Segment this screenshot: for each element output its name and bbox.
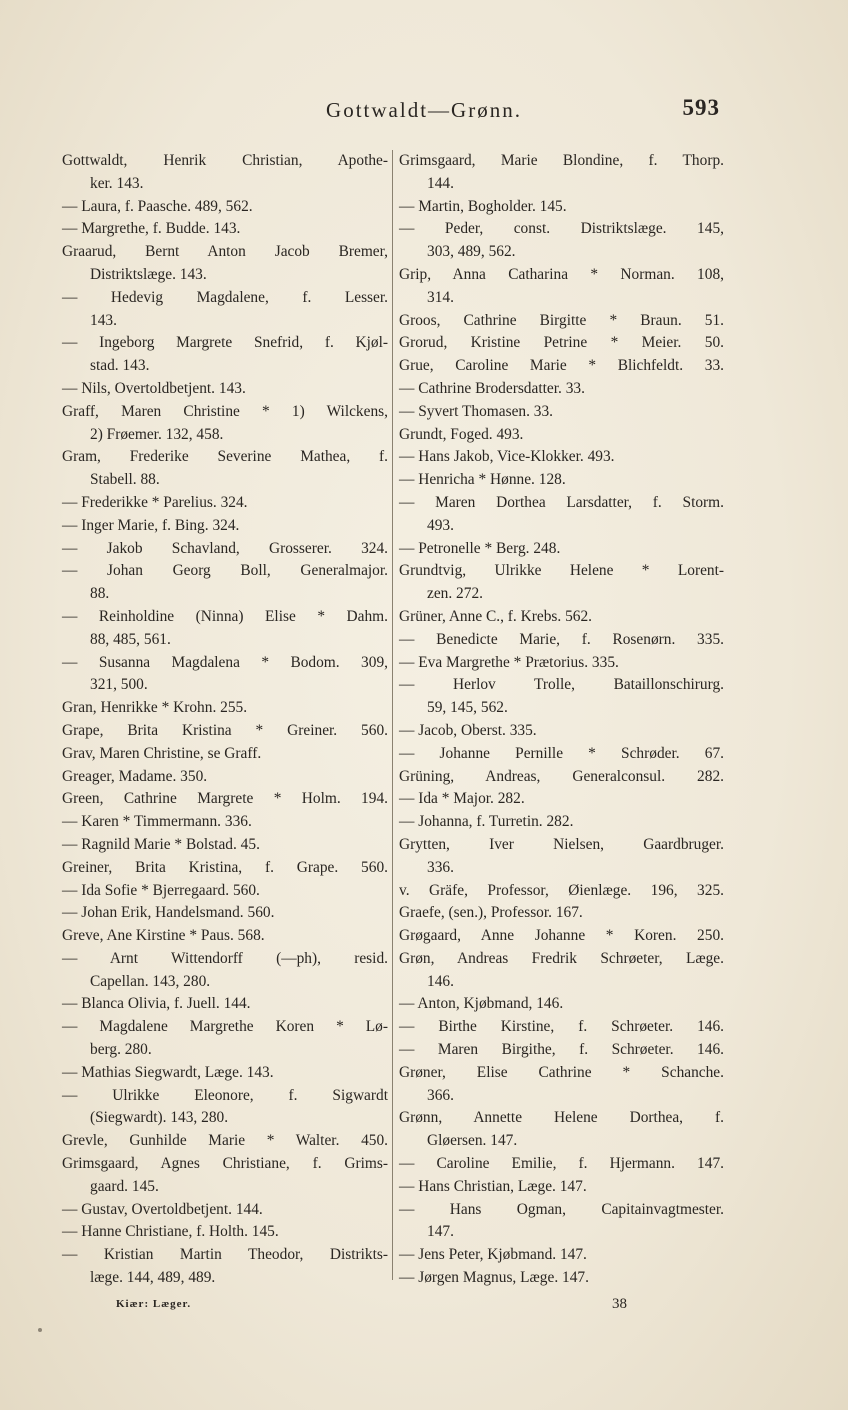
index-entry-line: Grundt, Foged. 493.: [399, 425, 524, 443]
index-entry-line: — Jørgen Magnus, Læge. 147.: [399, 1269, 589, 1287]
index-entry-line: v. Gräfe, Professor, Øienlæge. 196, 325.: [399, 881, 724, 899]
index-entry-line: — Maren Birgithe, f. Schrøeter. 146.: [399, 1041, 724, 1059]
index-entry-line: Capellan. 143, 280.: [90, 972, 211, 990]
index-entry-line: Graefe, (sen.), Professor. 167.: [399, 904, 583, 922]
index-entry-line: — Ingeborg Margrete Snefrid, f. Kjøl-: [62, 334, 388, 352]
footer-signature-number: 38: [612, 1296, 627, 1312]
index-entry-line: — Benedicte Marie, f. Rosenørn. 335.: [399, 630, 724, 648]
index-entry-line: 143.: [90, 311, 117, 329]
running-header: Gottwaldt—Grønn.: [326, 98, 522, 122]
index-entry-line: 303, 489, 562.: [427, 243, 516, 261]
index-entry-line: Gløersen. 147.: [427, 1132, 518, 1150]
index-entry-line: ker. 143.: [90, 174, 144, 192]
index-entry-line: — Hanne Christiane, f. Holth. 145.: [62, 1223, 279, 1241]
index-entry-line: (Siegwardt). 143, 280.: [90, 1109, 229, 1127]
index-entry-line: Grimsgaard, Agnes Christiane, f. Grims-: [62, 1155, 388, 1173]
index-entry-line: — Margrethe, f. Budde. 143.: [62, 220, 241, 238]
index-entry-line: — Anton, Kjøbmand, 146.: [399, 995, 564, 1013]
index-entry-line: — Hans Jakob, Vice-Klokker. 493.: [399, 448, 615, 466]
index-entry-line: — Kristian Martin Theodor, Distrikts-: [62, 1246, 388, 1264]
index-entry-line: Grøgaard, Anne Johanne * Koren. 250.: [399, 927, 724, 945]
index-entry-line: — Hans Christian, Læge. 147.: [399, 1177, 587, 1195]
index-entry-line: — Jacob, Oberst. 335.: [399, 721, 537, 739]
index-entry-line: Grape, Brita Kristina * Greiner. 560.: [62, 721, 388, 739]
index-entry-line: Grav, Maren Christine, se Graff.: [62, 744, 262, 762]
index-entry-line: 336.: [427, 858, 454, 876]
column-divider: [392, 150, 393, 1280]
index-entry-line: Grorud, Kristine Petrine * Meier. 50.: [399, 334, 724, 352]
index-entry-line: — Jakob Schavland, Grosserer. 324.: [62, 539, 388, 557]
page-number: 593: [682, 95, 720, 120]
index-entry-line: — Arnt Wittendorff (—ph), resid.: [62, 949, 388, 967]
index-entry-line: Graarud, Bernt Anton Jacob Bremer,: [62, 243, 388, 261]
index-entry-line: — Magdalene Margrethe Koren * Lø-: [62, 1018, 388, 1036]
paper-spot: [38, 1328, 42, 1332]
index-entry-line: — Johan Erik, Handelsmand. 560.: [62, 904, 275, 922]
index-entry-line: — Hans Ogman, Capitainvagtmester.: [399, 1200, 724, 1218]
index-entry-line: — Ida * Major. 282.: [399, 790, 525, 808]
index-entry-line: 321, 500.: [90, 676, 148, 694]
index-entry-line: 493.: [427, 516, 454, 534]
index-entry-line: Grøn, Andreas Fredrik Schrøeter, Læge.: [399, 949, 724, 967]
index-entry-line: — Cathrine Brodersdatter. 33.: [399, 379, 585, 397]
index-entry-line: — Syvert Thomasen. 33.: [399, 402, 554, 420]
index-entry-line: 88.: [90, 585, 110, 603]
index-entry-line: Grønn, Annette Helene Dorthea, f.: [399, 1109, 724, 1127]
index-column-right: [399, 150, 724, 1290]
index-entry-line: — Nils, Overtoldbetjent. 143.: [62, 379, 246, 397]
index-entry-line: — Johanne Pernille * Schrøder. 67.: [399, 744, 724, 762]
index-entry-line: Gram, Frederike Severine Mathea, f.: [62, 448, 388, 466]
index-entry-line: — Maren Dorthea Larsdatter, f. Storm.: [399, 493, 724, 511]
index-entry-line: — Martin, Bogholder. 145.: [399, 197, 567, 215]
index-entry-line: Grytten, Iver Nielsen, Gaardbruger.: [399, 835, 724, 853]
index-entry-line: stad. 143.: [90, 357, 150, 375]
index-entry-line: — Jens Peter, Kjøbmand. 147.: [399, 1246, 587, 1264]
index-entry-line: Gran, Henrikke * Krohn. 255.: [62, 699, 248, 717]
index-entry-line: Grüning, Andreas, Generalconsul. 282.: [399, 767, 724, 785]
index-entry-line: Grundtvig, Ulrikke Helene * Lorent-: [399, 562, 724, 580]
index-entry-line: Gottwaldt, Henrik Christian, Apothe-: [62, 152, 388, 169]
index-entry-line: — Frederikke * Parelius. 324.: [62, 493, 248, 511]
index-entry-line: — Birthe Kirstine, f. Schrøeter. 146.: [399, 1018, 724, 1036]
index-entry-line: 314.: [427, 288, 454, 306]
index-entry-line: — Peder, const. Distriktslæge. 145,: [399, 220, 724, 238]
index-entry-line: Greager, Madame. 350.: [62, 767, 208, 785]
index-entry-line: — Mathias Siegwardt, Læge. 143.: [62, 1063, 274, 1081]
index-entry-line: — Inger Marie, f. Bing. 324.: [62, 516, 240, 534]
index-entry-line: — Eva Margrethe * Prætorius. 335.: [399, 653, 619, 671]
index-entry-line: 146.: [427, 972, 454, 990]
index-entry-line: — Gustav, Overtoldbetjent. 144.: [62, 1200, 263, 1218]
index-entry-line: Groos, Cathrine Birgitte * Braun. 51.: [399, 311, 724, 329]
index-entry-line: Grøner, Elise Cathrine * Schanche.: [399, 1063, 724, 1081]
index-entry-line: Grimsgaard, Marie Blondine, f. Thorp.: [399, 152, 724, 169]
index-entry-line: — Karen * Timmermann. 336.: [62, 813, 252, 831]
index-entry-line: Grip, Anna Catharina * Norman. 108,: [399, 265, 724, 283]
index-entry-line: Distriktslæge. 143.: [90, 265, 207, 283]
index-entry-line: Graff, Maren Christine * 1) Wilckens,: [62, 402, 388, 420]
index-entry-line: — Ragnild Marie * Bolstad. 45.: [62, 835, 260, 853]
index-entry-line: 2) Frøemer. 132, 458.: [90, 425, 224, 443]
index-entry-line: zen. 272.: [427, 585, 483, 603]
index-entry-line: 144.: [427, 174, 454, 192]
index-entry-line: Grevle, Gunhilde Marie * Walter. 450.: [62, 1132, 388, 1150]
index-entry-line: — Henricha * Hønne. 128.: [399, 471, 566, 489]
index-entry-line: berg. 280.: [90, 1041, 152, 1059]
index-entry-line: — Blanca Olivia, f. Juell. 144.: [62, 995, 251, 1013]
index-entry-line: — Petronelle * Berg. 248.: [399, 539, 561, 557]
index-entry-line: — Ida Sofie * Bjerregaard. 560.: [62, 881, 260, 899]
index-entry-line: Grue, Caroline Marie * Blichfeldt. 33.: [399, 357, 724, 375]
index-entry-line: 59, 145, 562.: [427, 699, 508, 717]
index-entry-line: — Caroline Emilie, f. Hjermann. 147.: [399, 1155, 724, 1173]
footer-signature-left: Kiær: Læger.: [116, 1298, 192, 1310]
index-entry-line: — Laura, f. Paasche. 489, 562.: [62, 197, 253, 215]
index-entry-line: gaard. 145.: [90, 1177, 159, 1195]
index-entry-line: 366.: [427, 1086, 454, 1104]
index-column-left: [62, 150, 388, 1290]
index-entry-line: — Reinholdine (Ninna) Elise * Dahm.: [62, 607, 388, 625]
index-entry-line: Greiner, Brita Kristina, f. Grape. 560.: [62, 858, 388, 876]
index-entry-line: — Johanna, f. Turretin. 282.: [399, 813, 574, 831]
index-entry-line: 147.: [427, 1223, 454, 1241]
index-entry-line: — Susanna Magdalena * Bodom. 309,: [62, 653, 388, 671]
index-entry-line: læge. 144, 489, 489.: [90, 1269, 216, 1287]
index-entry-line: — Johan Georg Boll, Generalmajor.: [62, 562, 388, 580]
index-entry-line: 88, 485, 561.: [90, 630, 171, 648]
index-entry-line: Green, Cathrine Margrete * Holm. 194.: [62, 790, 388, 808]
index-entry-line: — Ulrikke Eleonore, f. Sigwardt: [62, 1086, 388, 1104]
index-entry-line: — Hedevig Magdalene, f. Lesser.: [62, 288, 388, 306]
index-entry-line: — Herlov Trolle, Bataillonschirurg.: [399, 676, 724, 694]
index-entry-line: Greve, Ane Kirstine * Paus. 568.: [62, 927, 265, 945]
index-entry-line: Grüner, Anne C., f. Krebs. 562.: [399, 607, 593, 625]
index-entry-line: Stabell. 88.: [90, 471, 160, 489]
